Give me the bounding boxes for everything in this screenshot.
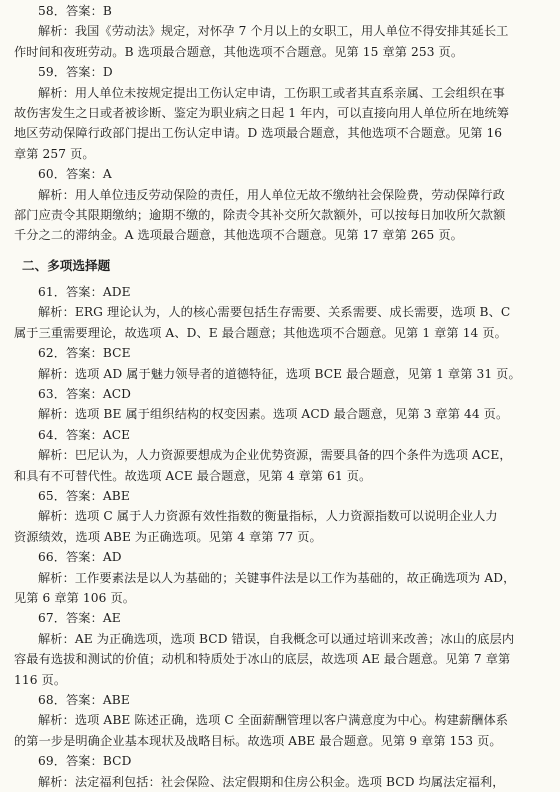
answer-item <box>14 690 546 751</box>
explanation-line: 和具有不可替代性。故选项 ACE 最合题意，见第 4 章第 61 页。 <box>14 468 372 483</box>
answer-line: 61．答案：ADE <box>38 284 131 299</box>
answer-line: 59．答案：D <box>38 65 113 80</box>
answer-line: 58．答案：B <box>38 4 112 18</box>
explanation-line: 解析：我国《劳动法》规定，对怀孕 7 个月以上的女职工，用人单位不得安排其延长工 <box>38 24 509 39</box>
explanation-line: 作时间和夜班劳动。B 选项最合题意，其他选项不合题意。见第 15 章第 253 页。 <box>14 44 464 59</box>
explanation-line: 资源绩效，选项 ABE 为正确选项。见第 4 章第 77 页。 <box>14 529 322 544</box>
explanation-line: 解析：法定福利包括：社会保险、法定假期和住房公积金。选项 BCD 均属法定福利， <box>38 774 505 789</box>
explanation-line: 解析：选项 BE 属于组织结构的权变因素。选项 ACD 最合题意，见第 3 章第 44 页。 <box>38 407 509 422</box>
single-choice-answers <box>14 1 546 246</box>
answer-item <box>14 1 546 62</box>
explanation-line: 千分之二的滞纳金。A 选项最合题意，其他选项不合题意。见第 17 章第 265 页。 <box>14 228 463 243</box>
explanation-line: 解析：用人单位未按规定提出工伤认定申请，工伤职工或者其直系亲属、工会组织在事 <box>38 85 505 100</box>
explanation-line: 解析：工作要素法是以人为基础的；关键事件法是以工作为基础的，故正确选项为 AD， <box>38 570 516 585</box>
answer-item <box>14 384 546 425</box>
explanation-line: 解析：选项 ABE 陈述正确，选项 C 全面薪酬管理以客户满意度为中心。构建薪酬体系 <box>38 713 509 728</box>
explanation-line: 的第一步是明确企业基本现状及战略目标。故选项 ABE 最合题意。见第 9 章第 153 页。 <box>14 733 502 748</box>
answer-item <box>14 282 546 343</box>
explanation-line: 故伤害发生之日或者被诊断、鉴定为职业病之日起 1 年内，可以直接向用人单位所在地统筹 <box>14 106 510 121</box>
explanation-line: 解析：AE 为正确选项，选项 BCD 错误，自我概念可以通过培训来改善；冰山的底层内 <box>38 631 515 646</box>
answer-item <box>14 486 546 547</box>
answer-line: 65．答案：ABE <box>38 488 130 503</box>
explanation-line: 解析：ERG 理论认为，人的核心需要包括生存需要、关系需要、成长需要，选项 B、C <box>38 305 511 320</box>
explanation-line: 116 页。 <box>14 672 67 687</box>
explanation-line: 解析：巴尼认为，人力资源要想成为企业优势资源，需要具备的四个条件为选项 ACE， <box>38 448 512 463</box>
answer-item <box>14 164 546 246</box>
explanation-line: 解析：选项 AD 属于魅力领导者的道德特征，选项 BCE 最合题意，见第 1 章第 31 页。 <box>38 366 521 381</box>
answer-line: 67．答案：AE <box>38 611 121 626</box>
answer-item <box>14 343 546 384</box>
explanation-line: 部门应责令其限期缴纳；逾期不缴的，除责令其补交所欠款额外，可以按每日加收所欠款额 <box>14 208 506 223</box>
answer-line: 60．答案：A <box>38 167 112 182</box>
explanation-line: 见第 6 章第 106 页。 <box>14 590 136 605</box>
answer-line: 64．答案：ACE <box>38 427 131 442</box>
section-title: 二、多项选择题 <box>22 257 111 273</box>
answer-item <box>14 62 546 164</box>
answer-item <box>14 547 546 608</box>
answer-line: 68．答案：ABE <box>38 693 130 707</box>
answer-line: 62．答案：BCE <box>38 346 131 361</box>
answer-item <box>14 425 546 486</box>
explanation-line: 属于三重需要理论，故选项 A、D、E 最合题意；其他选项不合题意。见第 1 章第 14 页。 <box>14 325 507 340</box>
multiple-choice-answers <box>14 282 546 792</box>
answer-item <box>14 608 546 690</box>
answer-item <box>14 751 546 792</box>
explanation-line: 解析：用人单位违反劳动保险的责任，用人单位无故不缴纳社会保险费，劳动保障行政 <box>38 187 505 202</box>
explanation-line: 解析：选项 C 属于人力资源有效性指数的衡量指标，人力资源指数可以说明企业人力 <box>38 509 498 524</box>
explanation-line: 容最有选拔和测试的价值；动机和特质处于冰山的底层，故选项 AE 最合题意。见第 7 章第 <box>14 652 511 667</box>
explanation-line: 章第 257 页。 <box>14 146 95 161</box>
answer-line: 66．答案：AD <box>38 550 122 565</box>
answer-line: 63．答案：ACD <box>38 386 132 401</box>
explanation-line: 地区劳动保障行政部门提出工伤认定申请。D 选项最合题意，其他选项不合题意。见第 16 <box>14 126 503 141</box>
answer-line: 69．答案：BCD <box>38 754 132 769</box>
